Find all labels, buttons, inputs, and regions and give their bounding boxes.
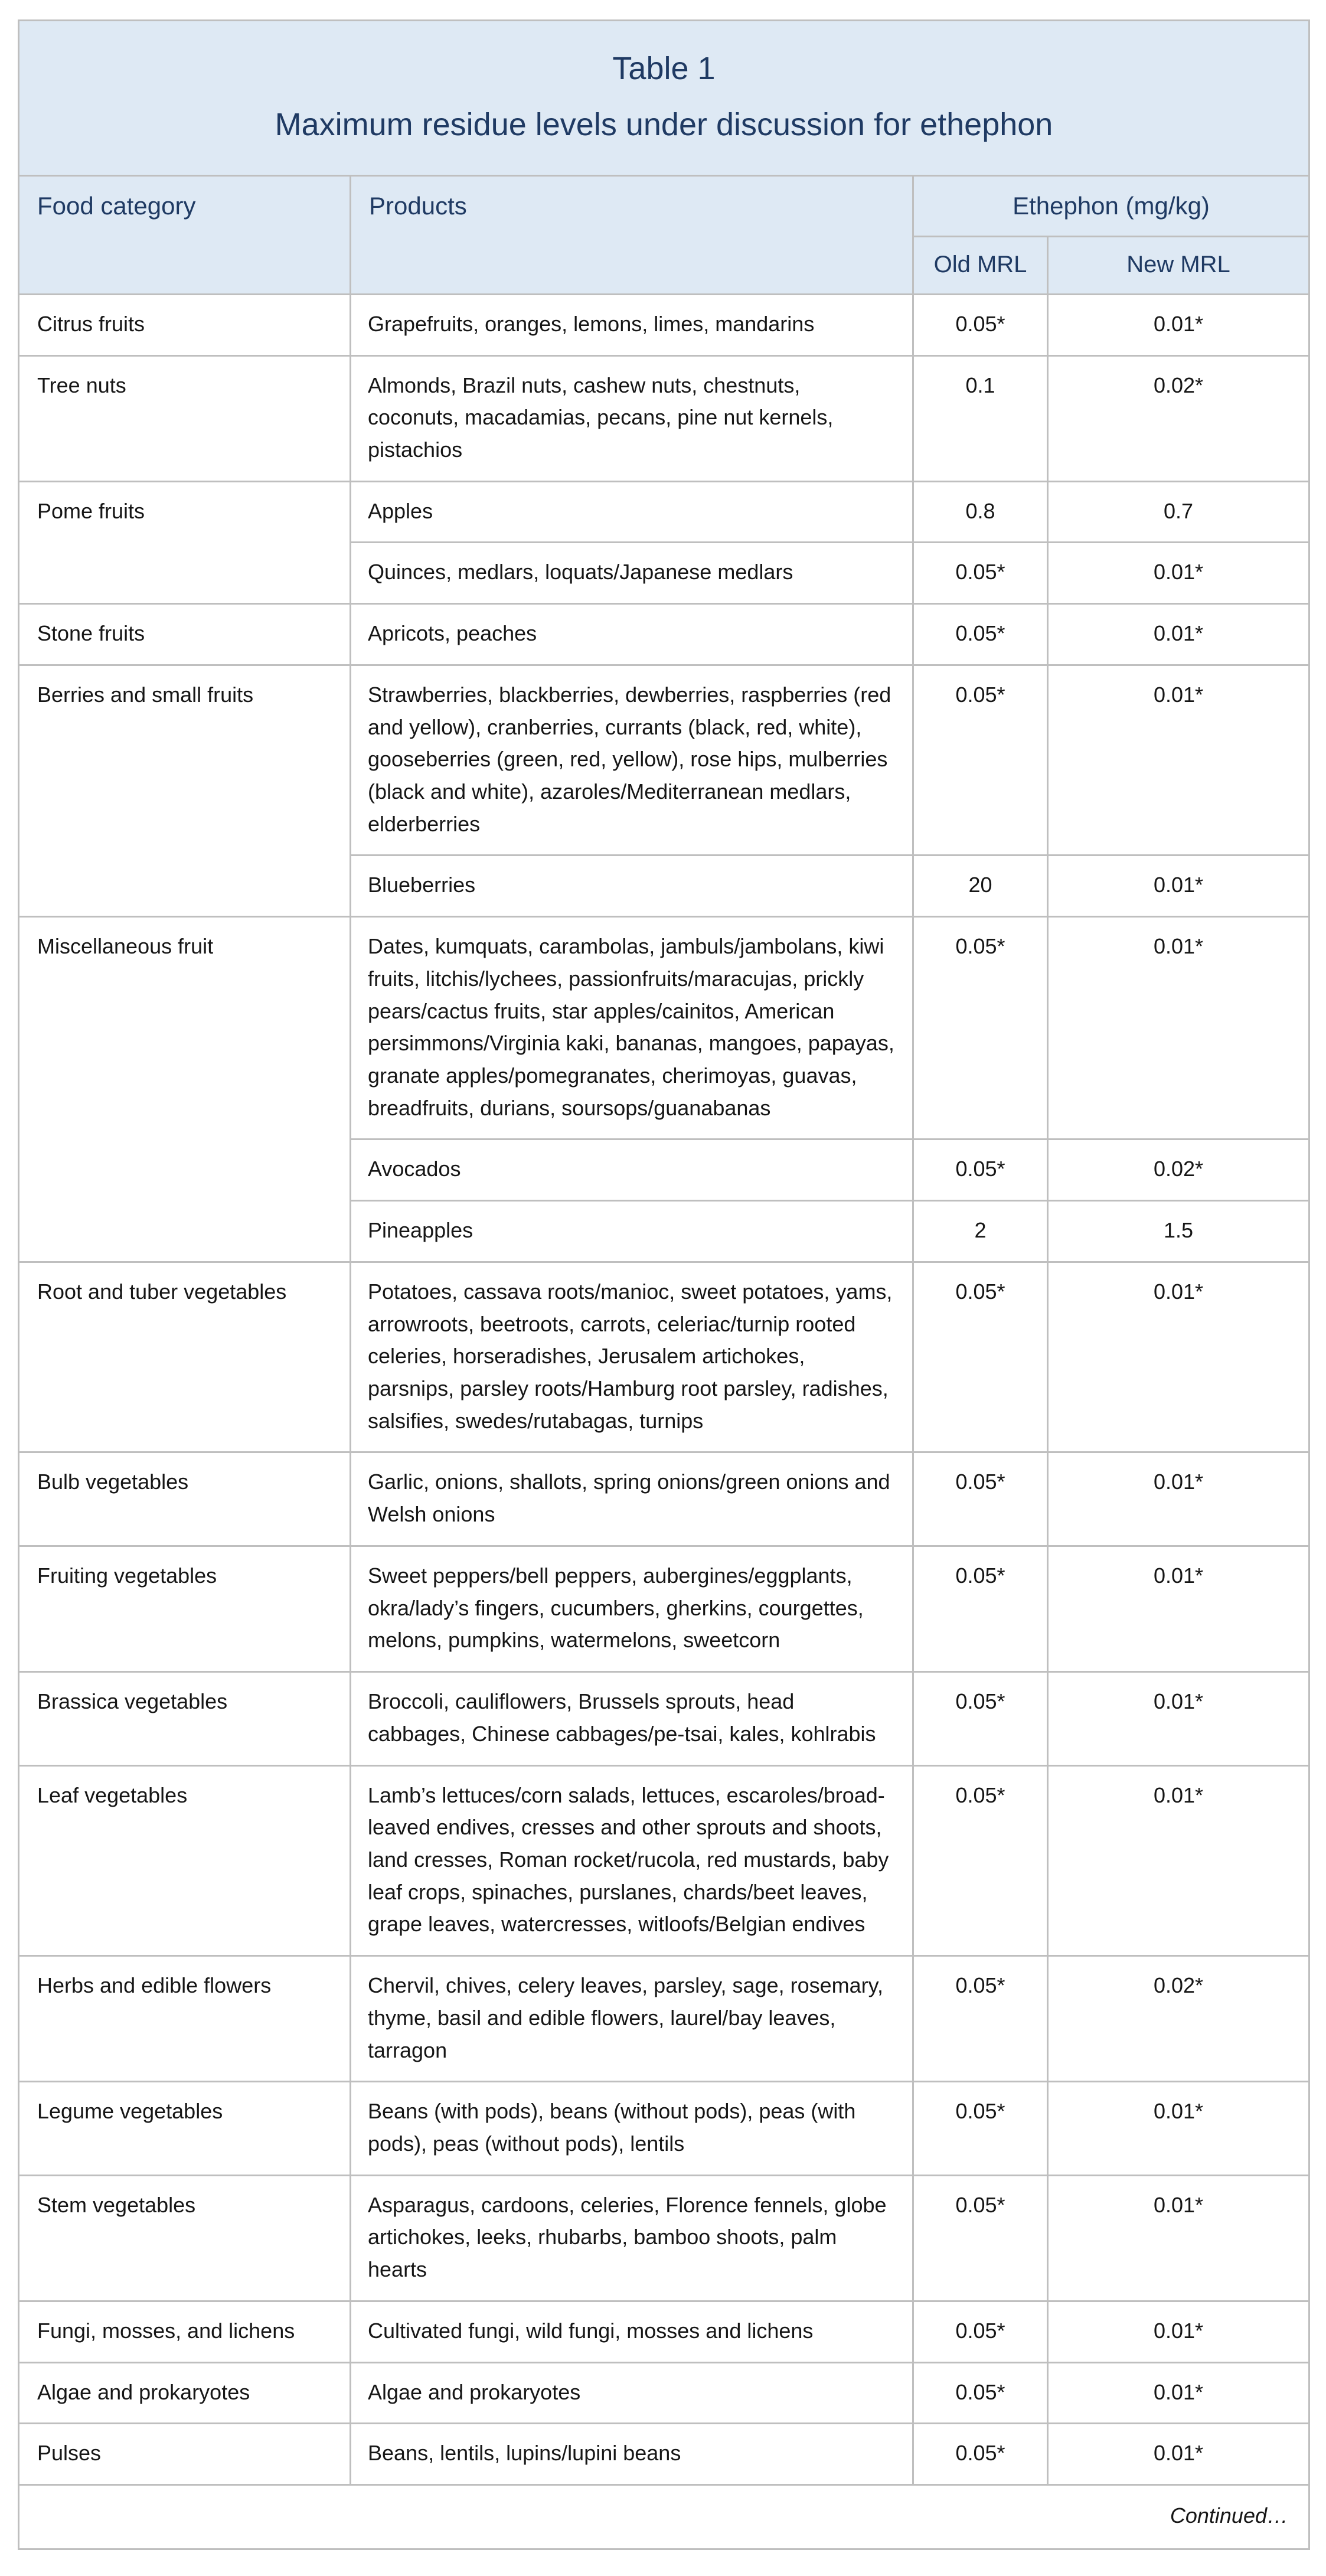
cell-food-category: Stone fruits [19, 604, 351, 665]
cell-products: Algae and prokaryotes [351, 2362, 913, 2424]
table-continued-row [19, 2485, 1309, 2549]
cell-old-mrl: 0.05* [913, 2424, 1048, 2485]
table-row [19, 2175, 1309, 2301]
cell-new-mrl: 0.01* [1048, 665, 1309, 856]
cell-new-mrl: 0.7 [1048, 481, 1309, 543]
table-row [19, 1956, 1309, 2082]
cell-old-mrl: 0.05* [913, 2082, 1048, 2175]
cell-old-mrl: 0.05* [913, 2175, 1048, 2301]
table-row [19, 1765, 1309, 1956]
cell-food-category: Pome fruits [19, 481, 351, 603]
cell-old-mrl: 0.05* [913, 604, 1048, 665]
cell-new-mrl: 0.01* [1048, 2082, 1309, 2175]
cell-old-mrl: 0.05* [913, 665, 1048, 856]
cell-old-mrl: 0.05* [913, 2362, 1048, 2424]
cell-new-mrl: 0.01* [1048, 1546, 1309, 1671]
cell-new-mrl: 0.01* [1048, 2175, 1309, 2301]
cell-new-mrl: 0.01* [1048, 2301, 1309, 2362]
table-row [19, 294, 1309, 355]
cell-old-mrl: 0.05* [913, 1672, 1048, 1765]
cell-food-category: Berries and small fruits [19, 665, 351, 916]
table-row [19, 665, 1309, 856]
cell-old-mrl: 20 [913, 856, 1048, 917]
cell-products: Cultivated fungi, wild fungi, mosses and lichens [351, 2301, 913, 2362]
cell-old-mrl: 0.05* [913, 1140, 1048, 1201]
cell-old-mrl: 0.05* [913, 1546, 1048, 1671]
cell-products: Strawberries, blackberries, dewberries, raspberries (red and yellow), cranberries, currants (black, red, white), gooseberries (green, red, yellow), rose hips, mulberries (black and white), azaroles/Mediterranean medlars, elderberries [351, 665, 913, 856]
table-row [19, 1672, 1309, 1765]
cell-products: Almonds, Brazil nuts, cashew nuts, chestnuts, coconuts, macadamias, pecans, pine nut kernels, pistachios [351, 355, 913, 481]
cell-new-mrl: 0.01* [1048, 1672, 1309, 1765]
cell-products: Beans, lentils, lupins/lupini beans [351, 2424, 913, 2485]
header-row-primary [19, 175, 1309, 236]
cell-new-mrl: 0.02* [1048, 355, 1309, 481]
cell-new-mrl: 0.02* [1048, 1956, 1309, 2082]
cell-old-mrl: 0.05* [913, 917, 1048, 1140]
cell-products: Dates, kumquats, carambolas, jambuls/jambolans, kiwi fruits, litchis/lychees, passionfruits/maracujas, prickly pears/cactus fruits, star apples/cainitos, American persimmons/Virginia kaki, bananas, mangoes, papayas, granate apples/pomegranates, cherimoyas, guavas, breadfruits, durians, soursops/guanabanas [351, 917, 913, 1140]
cell-old-mrl: 0.05* [913, 2301, 1048, 2362]
cell-new-mrl: 0.01* [1048, 1765, 1309, 1956]
cell-food-category: Brassica vegetables [19, 1672, 351, 1765]
cell-old-mrl: 0.05* [913, 1452, 1048, 1546]
column-header-new-mrl: New MRL [1048, 236, 1309, 294]
cell-old-mrl: 0.05* [913, 1765, 1048, 1956]
cell-food-category: Citrus fruits [19, 294, 351, 355]
cell-food-category: Herbs and edible flowers [19, 1956, 351, 2082]
table-row [19, 1546, 1309, 1671]
column-header-old-mrl: Old MRL [913, 236, 1048, 294]
table-row [19, 1452, 1309, 1546]
cell-food-category: Fruiting vegetables [19, 1546, 351, 1671]
cell-new-mrl: 0.01* [1048, 1452, 1309, 1546]
cell-old-mrl: 0.1 [913, 355, 1048, 481]
cell-old-mrl: 0.05* [913, 1262, 1048, 1452]
cell-food-category: Pulses [19, 2424, 351, 2485]
cell-food-category: Bulb vegetables [19, 1452, 351, 1546]
cell-old-mrl: 0.8 [913, 481, 1048, 543]
cell-products: Potatoes, cassava roots/manioc, sweet potatoes, yams, arrowroots, beetroots, carrots, celeriac/turnip rooted celeries, horseradishes, Jerusalem artichokes, parsnips, parsley roots/Hamburg root parsley, radishes, salsifies, swedes/rutabagas, turnips [351, 1262, 913, 1452]
cell-new-mrl: 0.01* [1048, 856, 1309, 917]
mrl-table-body [19, 21, 1309, 2549]
column-header-food-category: Food category [19, 175, 351, 294]
table-row [19, 355, 1309, 481]
cell-food-category: Algae and prokaryotes [19, 2362, 351, 2424]
cell-old-mrl: 0.05* [913, 1956, 1048, 2082]
column-header-ethephon-group: Ethephon (mg/kg) [913, 175, 1309, 236]
cell-food-category: Tree nuts [19, 355, 351, 481]
table-row [19, 2362, 1309, 2424]
cell-products: Lamb’s lettuces/corn salads, lettuces, escaroles/broad-leaved endives, cresses and other sprouts and shoots, land cresses, Roman rocket/rucola, red mustards, baby leaf crops, spinaches, purslanes, chards/beet leaves, grape leaves, watercresses, witloofs/Belgian endives [351, 1765, 913, 1956]
cell-products: Pineapples [351, 1201, 913, 1262]
cell-products: Asparagus, cardoons, celeries, Florence fennels, globe artichokes, leeks, rhubarbs, bamboo shoots, palm hearts [351, 2175, 913, 2301]
cell-products: Grapefruits, oranges, lemons, limes, mandarins [351, 294, 913, 355]
cell-products: Blueberries [351, 856, 913, 917]
cell-products: Chervil, chives, celery leaves, parsley, sage, rosemary, thyme, basil and edible flowers, laurel/bay leaves, tarragon [351, 1956, 913, 2082]
cell-old-mrl: 0.05* [913, 294, 1048, 355]
table-title-cell [19, 21, 1309, 176]
table-caption: Maximum residue levels under discussion for ethephon [275, 106, 1053, 142]
cell-new-mrl: 0.01* [1048, 294, 1309, 355]
cell-products: Beans (with pods), beans (without pods), peas (with pods), peas (without pods), lentils [351, 2082, 913, 2175]
table-row [19, 1262, 1309, 1452]
cell-new-mrl: 0.01* [1048, 917, 1309, 1140]
cell-products: Sweet peppers/bell peppers, aubergines/eggplants, okra/lady’s fingers, cucumbers, gherkins, courgettes, melons, pumpkins, watermelons, sweetcorn [351, 1546, 913, 1671]
cell-new-mrl: 0.01* [1048, 1262, 1309, 1452]
cell-food-category: Root and tuber vegetables [19, 1262, 351, 1452]
cell-products: Garlic, onions, shallots, spring onions/green onions and Welsh onions [351, 1452, 913, 1546]
table-row [19, 2082, 1309, 2175]
cell-new-mrl: 0.02* [1048, 1140, 1309, 1201]
cell-food-category: Legume vegetables [19, 2082, 351, 2175]
cell-food-category: Stem vegetables [19, 2175, 351, 2301]
cell-new-mrl: 0.01* [1048, 2424, 1309, 2485]
cell-new-mrl: 0.01* [1048, 2362, 1309, 2424]
column-header-products: Products [351, 175, 913, 294]
table-row [19, 481, 1309, 543]
continued-label: Continued… [19, 2485, 1309, 2549]
cell-food-category: Leaf vegetables [19, 1765, 351, 1956]
table-row [19, 2424, 1309, 2485]
table-row [19, 2301, 1309, 2362]
cell-products: Apricots, peaches [351, 604, 913, 665]
table-number: Table 1 [612, 51, 716, 86]
table-row [19, 604, 1309, 665]
cell-old-mrl: 2 [913, 1201, 1048, 1262]
cell-new-mrl: 1.5 [1048, 1201, 1309, 1262]
mrl-table [18, 19, 1310, 2550]
table-title-row [19, 21, 1309, 176]
cell-new-mrl: 0.01* [1048, 604, 1309, 665]
cell-food-category: Miscellaneous fruit [19, 917, 351, 1262]
cell-food-category: Fungi, mosses, and lichens [19, 2301, 351, 2362]
cell-products: Avocados [351, 1140, 913, 1201]
cell-old-mrl: 0.05* [913, 543, 1048, 604]
cell-products: Broccoli, cauliflowers, Brussels sprouts, head cabbages, Chinese cabbages/pe-tsai, kales, kohlrabis [351, 1672, 913, 1765]
cell-products: Apples [351, 481, 913, 543]
cell-new-mrl: 0.01* [1048, 543, 1309, 604]
cell-products: Quinces, medlars, loquats/Japanese medlars [351, 543, 913, 604]
table-row [19, 917, 1309, 1140]
